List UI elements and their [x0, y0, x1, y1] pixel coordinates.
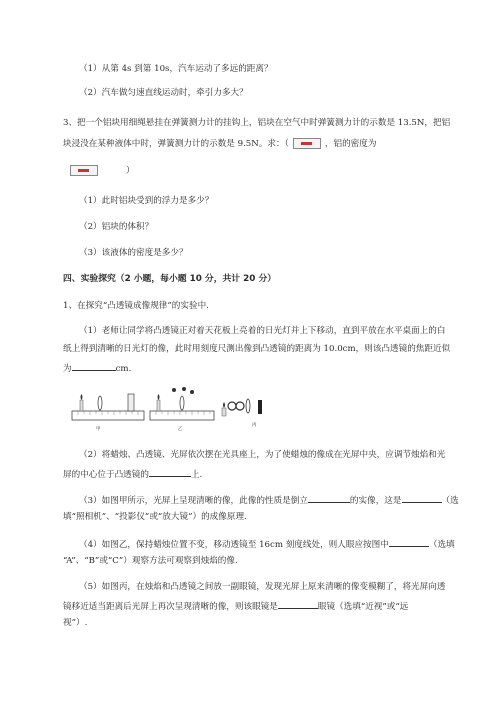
- answer-blank: [278, 599, 318, 609]
- q1-title: 1、在探究“凸透镜成像规律”的实验中.: [63, 301, 209, 311]
- p1-line3: [63, 361, 131, 375]
- p4-line2: “A”、“B”或“C”）观察方法可观察到烛焰的像.: [63, 556, 238, 566]
- p3-line2: 填“照相机”、“投影仪”或“放大镜”）的成像原理.: [63, 512, 247, 522]
- answer-blank: [389, 537, 429, 547]
- q3-line3: [66, 165, 135, 177]
- p5-line1: （5）如图丙，在烛焰和凸透镜之间放一副眼镜，发现光屏上原来清晰的像变模糊了，将光屏向透: [79, 582, 446, 592]
- optical-bench-figure: [70, 386, 270, 434]
- p2-line2: [63, 467, 202, 481]
- formula-image-icon: [293, 138, 321, 149]
- flame-icon: [158, 394, 160, 400]
- q3-sub1: （1）此时铝块受到的浮力是多少？: [79, 196, 214, 206]
- bench-c: [222, 399, 262, 428]
- lens-icon: [180, 396, 184, 410]
- formula-image-icon: [70, 165, 98, 176]
- q3-line1: 3、把一个铝块用细绳悬挂在弹簧测力计的挂钩上，铝块在空气中时弹簧测力计的示数是 13.5N，把铝: [63, 118, 451, 128]
- section-heading: 四、实验探究（2 小题，每小题 10 分，共计 20 分）: [63, 274, 277, 284]
- p1-line1: （1）老师让同学将凸透镜正对着天花板上亮着的日光灯并上下移动，直到平放在水平桌面上的白: [79, 326, 446, 336]
- eye-icon: [172, 388, 176, 392]
- glasses-icon: [228, 402, 236, 410]
- answer-blank: [149, 467, 191, 477]
- q3-sub2: （2）铝块的体积？: [79, 222, 154, 232]
- p1-line2: 纸上得到清晰的日光灯的像，此时用刻度尺测出像到凸透镜的距离为 10.0cm，则该凸透镜的焦距近似: [63, 344, 451, 354]
- p2-line2b: 上.: [190, 470, 203, 480]
- figure-label-b: 乙: [178, 427, 183, 432]
- candle-icon: [222, 408, 226, 416]
- p1-line3b: cm.: [115, 364, 132, 374]
- q3-line2a: 块浸没在某种液体中时，弹簧测力计的示数是 9.5N。求：（: [63, 139, 289, 149]
- answer-blank: [402, 493, 442, 503]
- glasses-icon: [236, 402, 244, 410]
- flame-icon: [223, 402, 225, 408]
- p3-line1: [79, 493, 459, 507]
- p3-line1a: （3）如图甲所示，光屏上呈现清晰的像，此像的性质是倒立: [79, 496, 308, 506]
- p5-line2: [63, 599, 408, 613]
- p3-line1b: 的实像，这是: [349, 496, 402, 506]
- p4-line1a: （4）如图乙，保持蜡烛位置不变，移动透镜至 16cm 刻度线处，则人眼应按图中: [79, 540, 389, 550]
- candle-icon: [157, 400, 160, 411]
- p1-line3a: 为: [63, 364, 72, 374]
- eye-icon: [190, 390, 194, 394]
- q3-line2b: ，铝的密度为: [324, 139, 377, 149]
- p3-line1c: （选: [441, 496, 459, 506]
- lens-icon: [246, 399, 250, 413]
- bench-a: [72, 394, 144, 432]
- screen-icon: [258, 400, 262, 414]
- answer-blank: [308, 493, 350, 503]
- figure-label-a: 甲: [96, 427, 101, 432]
- p5-line2a: 镜移近适当距离后光屏上再次呈现清晰的像，则该眼镜是: [63, 602, 278, 612]
- q2-sub1: （1）从第 4s 到第 10s，汽车运动了多远的距离？: [79, 64, 273, 74]
- figure-label-c: 丙: [252, 423, 257, 428]
- p5-line3: 视”）.: [63, 618, 88, 628]
- flame-icon: [81, 394, 83, 400]
- eye-icon: [182, 387, 186, 391]
- q2-sub2: （2）汽车做匀速直线运动时，牵引力多大？: [79, 88, 248, 98]
- lens-icon: [98, 396, 102, 410]
- answer-blank: [72, 361, 116, 371]
- screen-icon: [128, 394, 134, 411]
- p2-line2a: 屏的中心位于凸透镜的: [63, 470, 149, 480]
- p2-line1: （2）将蜡烛、凸透镜、光屏依次摆在光具座上，为了使蜡烛的像成在光屏中央，应调节烛焰和光: [79, 450, 446, 460]
- q3-line3-text: ）: [126, 166, 135, 176]
- bench-b: [150, 387, 214, 432]
- p4-line1: [79, 537, 455, 551]
- p5-line2b: 眼镜（选填“近视”或“远: [317, 602, 409, 612]
- candle-icon: [80, 400, 83, 411]
- q3-sub3: （3）该液体的密度是多少？: [79, 248, 188, 258]
- q3-line2: [63, 138, 376, 150]
- p4-line1b: （选填: [428, 540, 455, 550]
